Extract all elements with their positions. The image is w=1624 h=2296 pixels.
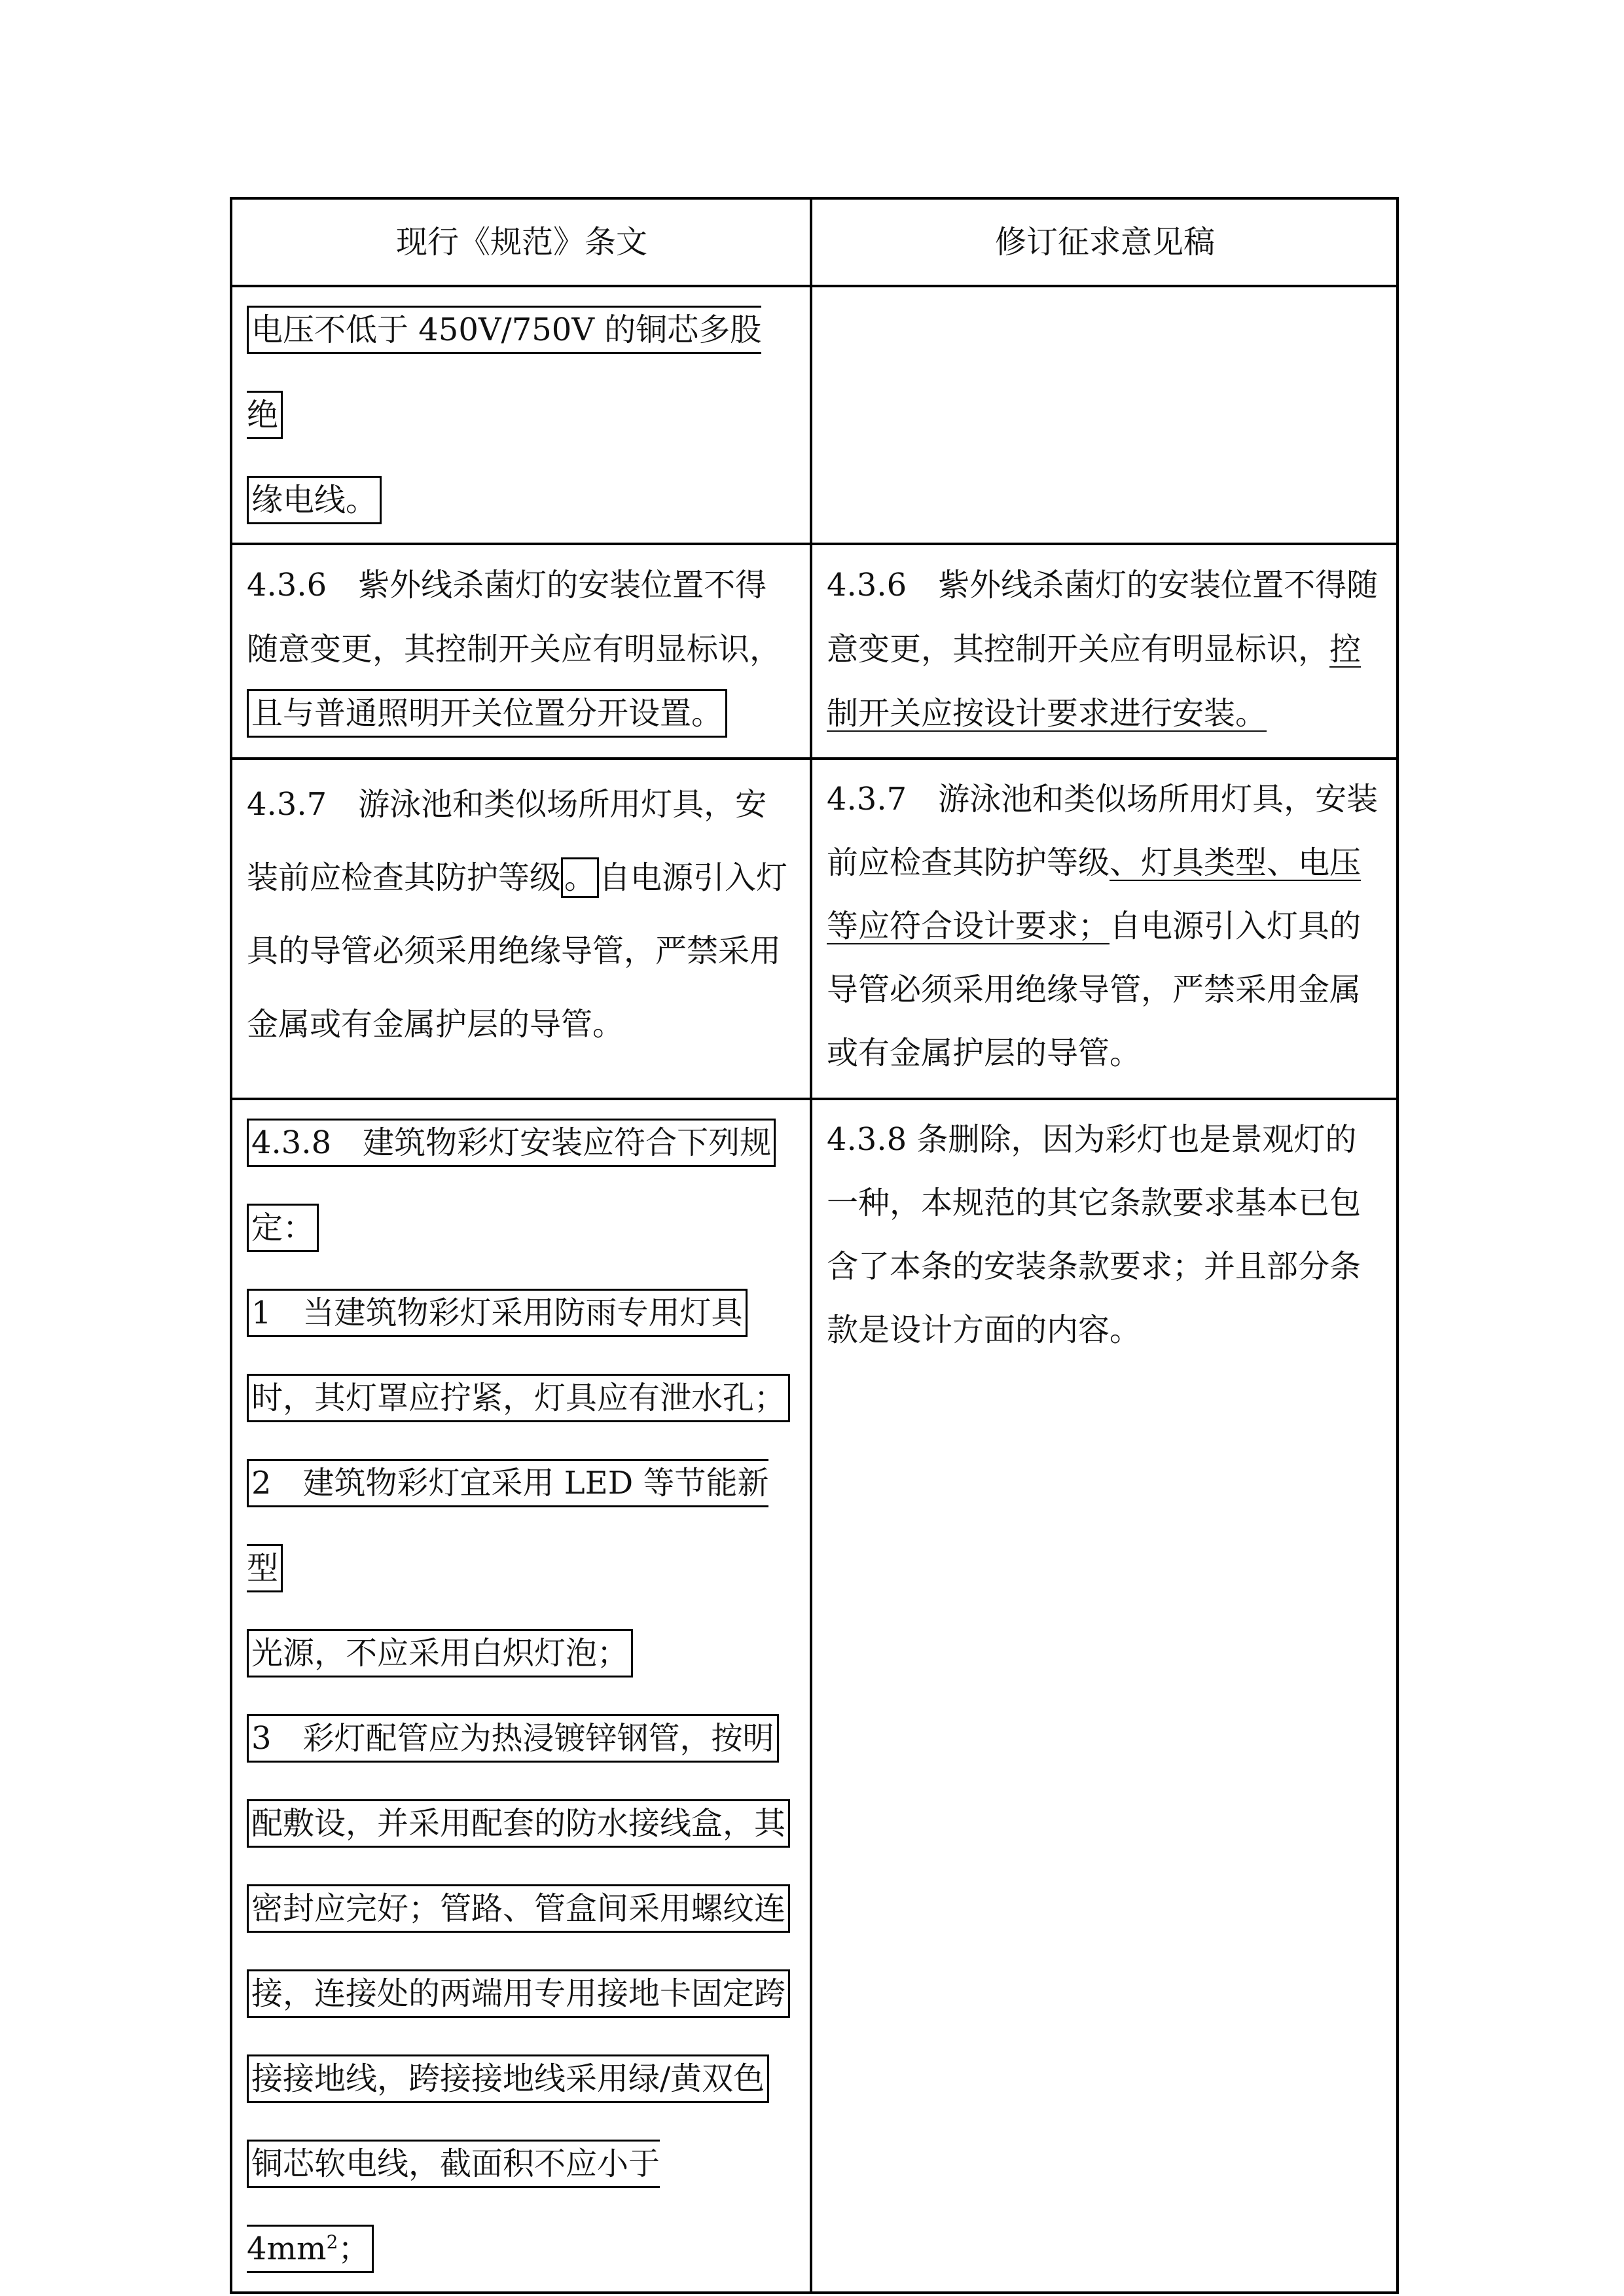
clause-text: 4.3.7 游泳池和类似场所用灯具，安装前应检查其防护等级 bbox=[247, 786, 767, 896]
boxed-text: 且与普通照明开关位置分开设置。 bbox=[247, 689, 727, 738]
current-cell bbox=[231, 544, 811, 759]
table-header-row bbox=[231, 198, 1398, 286]
current-cell bbox=[231, 286, 811, 544]
clause-text: 自电源引入灯具的导管必须采用绝缘导管，严禁采用金属或有金属护层的导管。 bbox=[247, 859, 788, 1043]
boxed-text: 缘电线。 bbox=[247, 476, 382, 524]
table-row bbox=[231, 286, 1398, 544]
revised-cell bbox=[811, 544, 1398, 759]
current-cell bbox=[231, 759, 811, 1099]
table-row bbox=[231, 544, 1398, 759]
boxed-text: 配敷设，并采用配套的防水接线盒，其 bbox=[247, 1799, 790, 1848]
revised-cell bbox=[811, 759, 1398, 1099]
header-current-clause: 现行《规范》条文 bbox=[231, 198, 811, 286]
header-revised-draft: 修订征求意见稿 bbox=[811, 198, 1398, 286]
comparison-table bbox=[230, 197, 1399, 2294]
revised-cell bbox=[811, 286, 1398, 544]
boxed-text: 光源，不应采用白炽灯泡； bbox=[247, 1629, 633, 1677]
boxed-text: 密封应完好；管路、管盒间采用螺纹连 bbox=[247, 1884, 790, 1933]
boxed-text: 3 彩灯配管应为热浸镀锌钢管，按明 bbox=[247, 1714, 779, 1763]
boxed-text-last bbox=[247, 2140, 660, 2273]
boxed-text: 接，连接处的两端用专用接地卡固定跨 bbox=[247, 1969, 790, 2018]
clause-text: 铜芯软电线，截面积不应小于 4mm bbox=[247, 2145, 660, 2267]
table-row bbox=[231, 759, 1398, 1099]
revised-cell: 4.3.8 条删除，因为彩灯也是景观灯的一种，本规范的其它条款要求基本已包含了本条的安装条款要求；并且部分条款是设计方面的内容。 bbox=[811, 1099, 1398, 2293]
clause-text: ； bbox=[338, 2231, 370, 2267]
boxed-text: 时，其灯罩应拧紧，灯具应有泄水孔； bbox=[247, 1374, 790, 1422]
underlined-text: 控制开关应按设计要求进行安装。 bbox=[827, 631, 1362, 732]
table-row bbox=[231, 1099, 1398, 2293]
superscript: 2 bbox=[326, 2231, 338, 2253]
boxed-punctuation: 。 bbox=[561, 857, 599, 898]
boxed-text: 1 当建筑物彩灯采用防雨专用灯具 bbox=[247, 1289, 748, 1337]
current-cell bbox=[231, 1099, 811, 2293]
clause-text: 4.3.7 游泳池和类似场所用灯具，安装前应检查其防护等级 bbox=[827, 781, 1379, 881]
clause-text: 4.3.6 紫外线杀菌灯的安装位置不得随意变更，其控制开关应有明显标识， bbox=[247, 567, 782, 668]
clause-text: 自电源引入灯具的导管必须采用绝缘导管，严禁采用金属或有金属护层的导管。 bbox=[827, 908, 1362, 1071]
boxed-text: 电压不低于 450V/750V 的铜芯多股绝 bbox=[247, 306, 761, 439]
boxed-text: 定： bbox=[247, 1204, 319, 1252]
clause-text: 4.3.6 紫外线杀菌灯的安装位置不得随意变更，其控制开关应有明显标识， bbox=[827, 567, 1379, 668]
boxed-text: 2 建筑物彩灯宜采用 LED 等节能新型 bbox=[247, 1459, 768, 1592]
underlined-text: 、灯具类型、电压等应符合设计要求； bbox=[827, 844, 1362, 944]
boxed-text: 接接地线，跨接接地线采用绿/黄双色 bbox=[247, 2054, 769, 2103]
boxed-text: 4.3.8 建筑物彩灯安装应符合下列规 bbox=[247, 1119, 776, 1167]
